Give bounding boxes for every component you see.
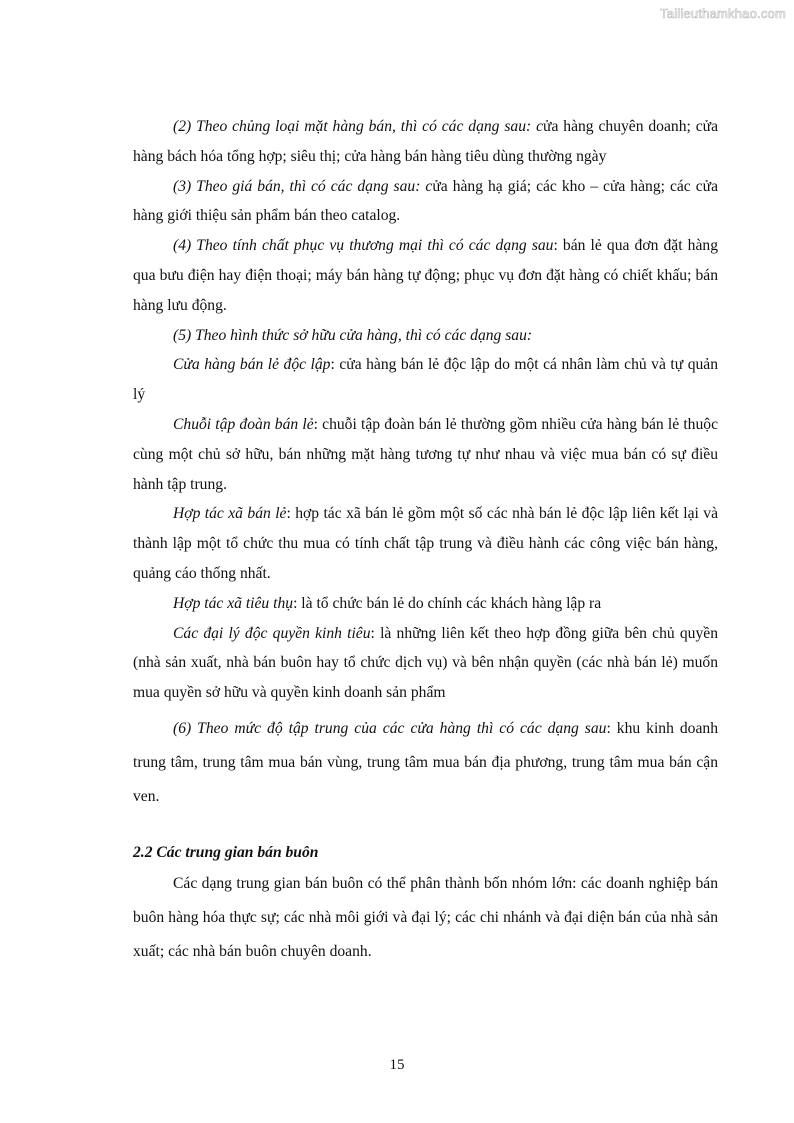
- paragraph-lead: (4) Theo tính chất phục vụ thương mại thì có các dạng sau: [173, 237, 554, 255]
- paragraph-text: : khu kinh doanh trung tâm, trung tâm mua bán vùng, trung tâm mua bán địa phương, trung tâm mua bán cận ven.: [133, 719, 718, 805]
- paragraph-text: : hợp tác xã bán lẻ gồm một số các nhà bán lẻ độc lập liên kết lại và thành lập một tổ chức thu mua có tính chất tập trung và điều hành các công việc bán hàng, quảng cáo thống nhất.: [133, 505, 718, 582]
- paragraph-text: ửa hàng hạ giá; các kho – cửa hàng; các cửa hàng giới thiệu sản phẩm bán theo catalog.: [133, 177, 719, 225]
- paragraph-ownership: [133, 321, 718, 351]
- paragraph-lead: Hợp tác xã bán lẻ: [173, 505, 287, 523]
- paragraph-retail-chain: [133, 410, 718, 499]
- paragraph-text: : bán lẻ qua đơn đặt hàng qua bưu điện hay điện thoại; máy bán hàng tự động; phục vụ đơn đặt hàng có chiết khấu; bán hàng lưu động.: [133, 237, 718, 314]
- paragraph-text: : là tổ chức bán lẻ do chính các khách hàng lập ra: [293, 594, 602, 612]
- section-paragraph: Các dạng trung gian bán buôn có thể phân thành bốn nhóm lớn: các doanh nghiệp bán buôn hàng hóa thực sự; các nhà môi giới và đại lý; các chi nhánh và đại diện bán của nhà sản xuất; các nhà bán buôn chuyên doanh.: [133, 874, 718, 960]
- paragraph-category: [133, 112, 718, 172]
- paragraph-concentration: [133, 712, 718, 814]
- paragraph-retail-coop: [133, 499, 718, 588]
- paragraph-text: ửa hàng chuyên doanh; cửa hàng bách hóa tổng hợp; siêu thị; cửa hàng bán hàng tiêu dùng thường ngày: [133, 118, 719, 165]
- paragraph-lead: (2) Theo chủng loại mặt hàng bán, thì có các dạng sau: c: [173, 118, 544, 135]
- paragraph-consumer-coop: [133, 589, 718, 619]
- paragraph-text: : chuỗi tập đoàn bán lẻ thường gồm nhiều cửa hàng bán lẻ thuộc cùng một chủ sở hữu, bán những mặt hàng tương tự như nhau và việc mua bán có sự điều hành tập trung.: [133, 415, 718, 493]
- paragraph-lead: Cửa hàng bán lẻ độc lập: [173, 356, 331, 374]
- paragraph-lead: Hợp tác xã tiêu thụ: [173, 594, 294, 612]
- paragraph-text: : là những liên kết theo hợp đồng giữa bên chủ quyền (nhà sản xuất, nhà bán buôn hay tổ chức dịch vụ) và bên nhận quyền (các nhà bán lẻ) muốn mua quyền sở hữu và quyền kinh doanh sản phẩm: [133, 624, 718, 702]
- paragraph-lead: Chuỗi tập đoàn bán lẻ: [173, 415, 314, 433]
- paragraph-lead: (6) Theo mức độ tập trung của các cửa hàng thì có các dạng sau: [173, 719, 607, 737]
- paragraph-text: : cửa hàng bán lẻ độc lập do một cá nhân làm chủ và tự quản lý: [133, 356, 718, 404]
- paragraph-lead: (5) Theo hình thức sở hữu cửa hàng, thì có các dạng sau:: [173, 326, 533, 344]
- document-body: [133, 112, 718, 969]
- section-heading: 2.2 Các trung gian bán buôn: [133, 843, 319, 861]
- paragraph-price: [133, 172, 718, 232]
- paragraph-lead: Các đại lý độc quyền kinh tiêu: [173, 624, 371, 642]
- paragraph-service: [133, 231, 718, 320]
- page-number: 15: [389, 1057, 405, 1073]
- paragraph-franchise: [133, 619, 718, 708]
- paragraph-lead: (3) Theo giá bán, thì có các dạng sau: c: [173, 177, 433, 195]
- watermark: Tailieuthamkhao.com: [660, 6, 786, 21]
- paragraph-independent-store: [133, 350, 718, 410]
